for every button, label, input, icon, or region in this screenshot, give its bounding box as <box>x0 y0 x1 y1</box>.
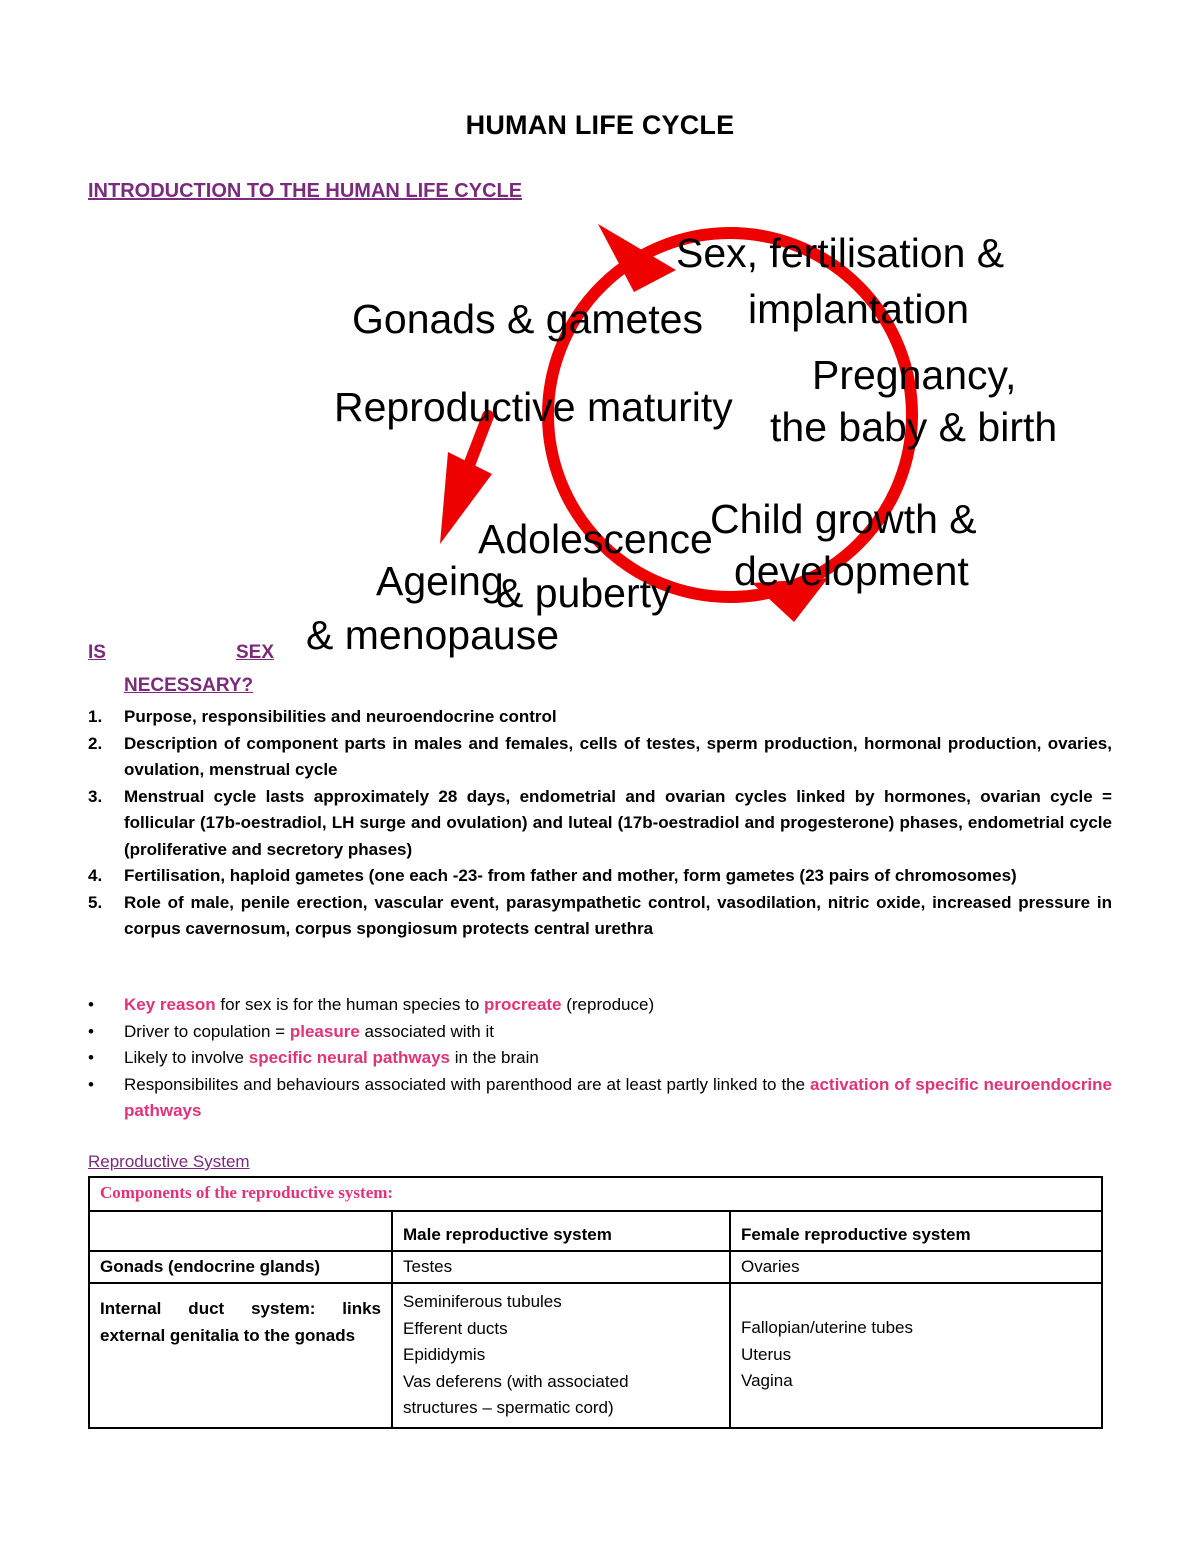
table-header-row <box>89 1211 1102 1251</box>
table-title: Components of the reproductive system: <box>89 1177 1102 1211</box>
label-sex-fertilisation: Sex, fertilisation & <box>676 230 1005 276</box>
row-label-gonads: Gonads (endocrine glands) <box>89 1251 392 1283</box>
bullet-text: Responsibilites and behaviours associated with parenthood are at least partly linked to the <box>124 1074 811 1094</box>
cell-male-ducts <box>392 1283 730 1428</box>
numbered-list <box>88 704 1112 943</box>
item-number: 2. <box>88 733 103 753</box>
cell-line: Seminiferous tubules <box>403 1292 562 1311</box>
numbered-item <box>88 784 1112 864</box>
label-gonads-gametes: Gonads & gametes <box>352 296 703 342</box>
bullet-text: (reproduce) <box>561 995 655 1014</box>
bullet-icon: • <box>88 1021 94 1041</box>
cell-female-ducts <box>730 1283 1102 1428</box>
table-header-female: Female reproductive system <box>730 1211 1102 1251</box>
item-text: Menstrual cycle lasts approximately 28 days, endometrial and ovarian cycles linked by hormones, ovarian cycle = follicular (17b-oestradiol, LH surge and ovulation) and luteal (17b-oestradiol and progesterone) phases, endometrial cycle (proliferative and secretory phases) <box>124 786 1112 859</box>
row-label-duct-system: Internal duct system: links external genitalia to the gonads <box>89 1283 392 1428</box>
intro-heading: INTRODUCTION TO THE HUMAN LIFE CYCLE <box>88 180 523 202</box>
table-row <box>89 1283 1102 1428</box>
label-development: development <box>734 548 969 594</box>
item-text: Role of male, penile erection, vascular event, parasympathetic control, vasodilation, nitric oxide, increased pressure in corpus cavernosum, corpus spongiosum protects central urethra <box>124 892 1112 938</box>
bullet-item <box>88 992 1112 1019</box>
bullet-text: associated with it <box>359 1021 494 1041</box>
bullet-text: Driver to copulation = <box>124 1021 290 1041</box>
item-number: 4. <box>88 866 103 885</box>
bullet-highlight: pleasure <box>289 1021 360 1041</box>
label-reproductive-maturity: Reproductive maturity <box>334 384 733 430</box>
cell-line: Vagina <box>741 1371 793 1390</box>
label-adolescence: Adolescence <box>478 516 713 562</box>
bullet-icon: • <box>88 995 94 1014</box>
label-ageing: Ageing <box>376 558 504 604</box>
bullet-icon: • <box>88 1074 94 1094</box>
question-is: IS <box>88 642 106 663</box>
bullet-text: in the brain <box>449 1048 539 1067</box>
components-table <box>88 1176 1103 1429</box>
label-puberty: & puberty <box>496 570 672 616</box>
cell-line: Efferent ducts <box>403 1318 508 1338</box>
question-necessary: NECESSARY? <box>124 675 254 696</box>
page-title: HUMAN LIFE CYCLE <box>465 110 735 140</box>
label-child-growth: Child growth & <box>710 496 977 542</box>
label-menopause: & menopause <box>306 612 560 658</box>
bullet-highlight: activation of specific neuroendocrine pathways <box>124 1074 1112 1120</box>
item-number: 5. <box>88 892 103 912</box>
cell-line: Epididymis <box>403 1345 486 1364</box>
cell-female-gonads: Ovaries <box>730 1251 1102 1283</box>
bullet-text: Likely to involve <box>124 1048 249 1067</box>
bullet-icon: • <box>88 1048 94 1067</box>
bullet-highlight: specific neural pathways <box>248 1048 450 1067</box>
question-sex: SEX <box>235 642 274 663</box>
item-text: Purpose, responsibilities and neuroendocrine control <box>124 707 557 726</box>
item-number: 3. <box>88 786 103 806</box>
cell-line: Uterus <box>741 1344 792 1364</box>
table-title-row <box>89 1177 1102 1211</box>
cell-male-gonads: Testes <box>392 1251 730 1283</box>
table-row <box>89 1251 1102 1283</box>
numbered-item <box>88 731 1112 784</box>
cell-line: Fallopian/uterine tubes <box>741 1318 914 1337</box>
item-text: Description of component parts in males and females, cells of testes, sperm production, hormonal production, ovaries, ovulation, menstrual cycle <box>124 733 1112 779</box>
numbered-item <box>88 863 1112 890</box>
table-header-male: Male reproductive system <box>392 1211 730 1251</box>
item-text: Fertilisation, haploid gametes (one each -23- from father and mother, form gametes (23 pairs of chromosomes) <box>124 866 1017 885</box>
label-baby-birth: the baby & birth <box>770 404 1058 450</box>
cell-line: Vas deferens (with associated <box>403 1371 629 1391</box>
bullet-list <box>88 992 1112 1125</box>
cell-line: structures – spermatic cord) <box>403 1398 614 1417</box>
bullet-item <box>88 1045 1112 1072</box>
label-implantation: implantation <box>748 286 970 332</box>
table-header-empty <box>89 1211 392 1251</box>
bullet-item <box>88 1072 1112 1125</box>
reproductive-system-heading: Reproductive System <box>88 1152 250 1171</box>
numbered-item <box>88 890 1112 943</box>
item-number: 1. <box>88 707 103 726</box>
numbered-item <box>88 704 1112 731</box>
bullet-highlight: procreate <box>484 995 562 1014</box>
bullet-highlight: Key reason <box>124 995 216 1014</box>
bullet-text: for sex is for the human species to <box>215 995 485 1014</box>
label-pregnancy: Pregnancy, <box>812 352 1017 398</box>
bullet-item <box>88 1019 1112 1046</box>
